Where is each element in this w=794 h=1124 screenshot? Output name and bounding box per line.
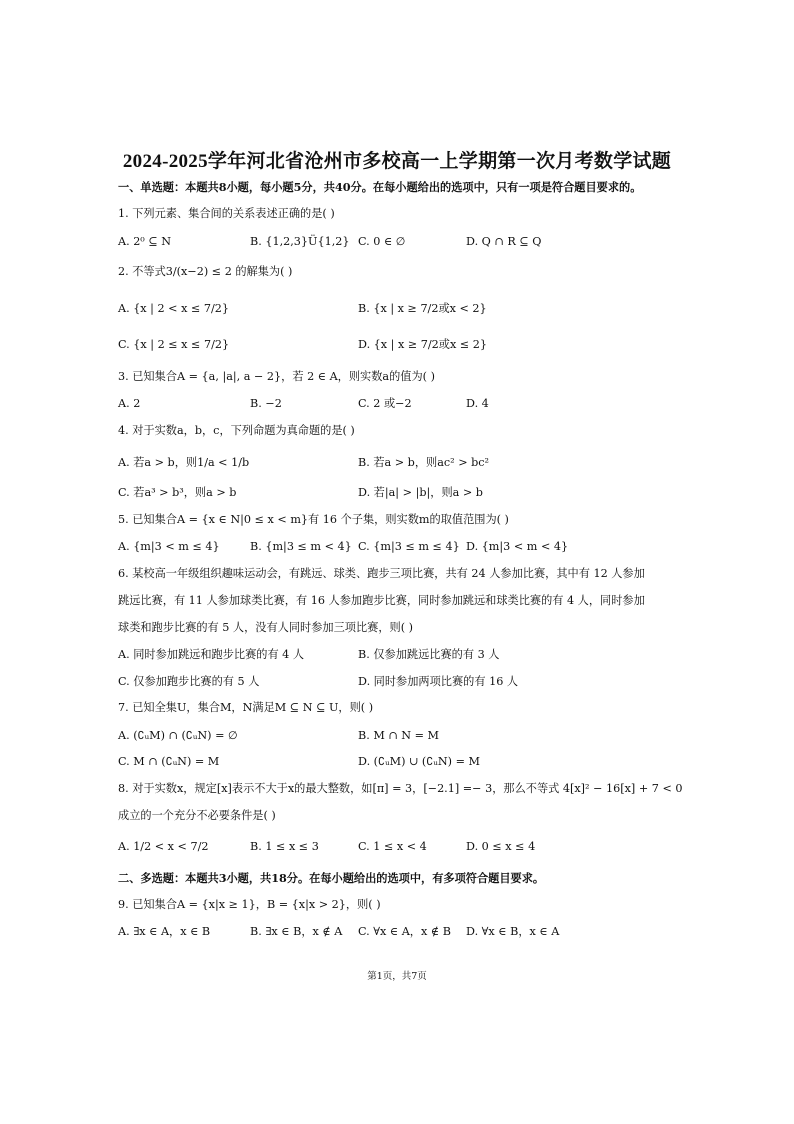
question-5-option-b: B. {m|3 ≤ m < 4}: [250, 540, 352, 553]
question-1-option-a: A. 2⁰ ⊆ N: [118, 235, 172, 248]
question-1-option-b: B. {1,2,3}Ü{1,2}: [250, 235, 350, 248]
question-2-option-a: A. {x | 2 < x ≤ 7/2}: [118, 302, 230, 315]
question-8-option-a: A. 1/2 < x < 7/2: [118, 840, 209, 853]
question-7-option-d: D. (∁ᵤM) ∪ (∁ᵤN) = M: [358, 755, 480, 768]
question-6-option-b: B. 仅参加跳远比赛的有 3 人: [358, 648, 500, 661]
question-5-option-c: C. {m|3 ≤ m ≤ 4}: [358, 540, 460, 553]
question-3-option-b: B. −2: [250, 397, 282, 410]
question-5-option-d: D. {m|3 < m < 4}: [466, 540, 569, 553]
question-9-option-d: D. ∀x ∈ B，x ∈ A: [466, 925, 560, 938]
question-4-stem: 4. 对于实数a，b，c，下列命题为真命题的是( ): [118, 424, 355, 437]
question-6-option-a: A. 同时参加跳远和跑步比赛的有 4 人: [118, 648, 305, 661]
question-8-option-b: B. 1 ≤ x ≤ 3: [250, 840, 319, 853]
question-3-option-c: C. 2 或−2: [358, 397, 412, 410]
question-6-option-c: C. 仅参加跑步比赛的有 5 人: [118, 675, 260, 688]
question-7-option-a: A. (∁ᵤM) ∩ (∁ᵤN) = ∅: [118, 729, 238, 742]
question-3-option-d: D. 4: [466, 397, 489, 410]
question-7-option-c: C. M ∩ (∁ᵤN) = M: [118, 755, 220, 768]
question-7-stem: 7. 已知全集U，集合M，N满足M ⊆ N ⊆ U，则( ): [118, 701, 374, 714]
section-heading-single-choice: 一、单选题：本题共8小题，每小题5分，共40分。在每小题给出的选项中，只有一项是符合题目要求的。: [118, 180, 642, 194]
question-7-option-b: B. M ∩ N = M: [358, 729, 440, 742]
question-1-option-d: D. Q ∩ R ⊆ Q: [466, 235, 542, 248]
question-8-option-d: D. 0 ≤ x ≤ 4: [466, 840, 536, 853]
question-6-stem-line-3: 球类和跑步比赛的有 5 人，没有人同时参加三项比赛，则( ): [118, 621, 414, 634]
question-4-option-b: B. 若a > b，则ac² > bc²: [358, 456, 490, 469]
question-5-stem: 5. 已知集合A = {x ∈ N|0 ≤ x < m}有 16 个子集，则实数m的取值范围为( ): [118, 513, 509, 526]
question-4-option-a: A. 若a > b，则1/a < 1/b: [118, 456, 250, 469]
question-9-option-b: B. ∃x ∈ B，x ∉ A: [250, 925, 343, 938]
question-6-stem-line-2: 跳远比赛，有 11 人参加球类比赛，有 16 人参加跑步比赛，同时参加跳远和球类比赛的有 4 人，同时参加: [118, 594, 645, 607]
question-2-option-c: C. {x | 2 ≤ x ≤ 7/2}: [118, 338, 230, 351]
question-3-stem: 3. 已知集合A = {a, |a|, a − 2}，若 2 ∈ A，则实数a的值为( ): [118, 370, 435, 383]
question-4-option-d: D. 若|a| > |b|，则a > b: [358, 486, 483, 499]
section-heading-multiple-choice: 二、多选题：本题共3小题，共18分。在每小题给出的选项中，有多项符合题目要求。: [118, 871, 545, 885]
question-9-stem: 9. 已知集合A = {x|x ≥ 1}，B = {x|x > 2}，则( ): [118, 898, 381, 911]
page-footer: 第1页，共7页: [367, 971, 427, 982]
question-2-option-b: B. {x | x ≥ 7/2或x < 2}: [358, 302, 487, 315]
question-1-stem: 1. 下列元素、集合间的关系表述正确的是( ): [118, 207, 335, 220]
question-8-stem-line-2: 成立的一个充分不必要条件是( ): [118, 809, 276, 822]
question-6-stem-line-1: 6. 某校高一年级组织趣味运动会，有跳远、球类、跑步三项比赛，共有 24 人参加比赛，其中有 12 人参加: [118, 567, 645, 580]
question-8-stem-line-1: 8. 对于实数x，规定[x]表示不大于x的最大整数，如[π] = 3，[−2.1] =− 3，那么不等式 4[x]² − 16[x] + 7 < 0: [118, 782, 683, 795]
question-9-option-a: A. ∃x ∈ A，x ∈ B: [118, 925, 211, 938]
question-2-option-d: D. {x | x ≥ 7/2或x ≤ 2}: [358, 338, 488, 351]
question-4-option-c: C. 若a³ > b³，则a > b: [118, 486, 237, 499]
question-6-option-d: D. 同时参加两项比赛的有 16 人: [358, 675, 519, 688]
page-title: 2024-2025学年河北省沧州市多校高一上学期第一次月考数学试题: [122, 151, 672, 172]
question-5-option-a: A. {m|3 < m ≤ 4}: [118, 540, 220, 553]
question-1-option-c: C. 0 ∈ ∅: [358, 235, 406, 248]
question-9-option-c: C. ∀x ∈ A，x ∉ B: [358, 925, 451, 938]
question-8-option-c: C. 1 ≤ x < 4: [358, 840, 427, 853]
question-2-stem: 2. 不等式3/(x−2) ≤ 2 的解集为( ): [118, 265, 293, 278]
question-3-option-a: A. 2: [118, 397, 141, 410]
